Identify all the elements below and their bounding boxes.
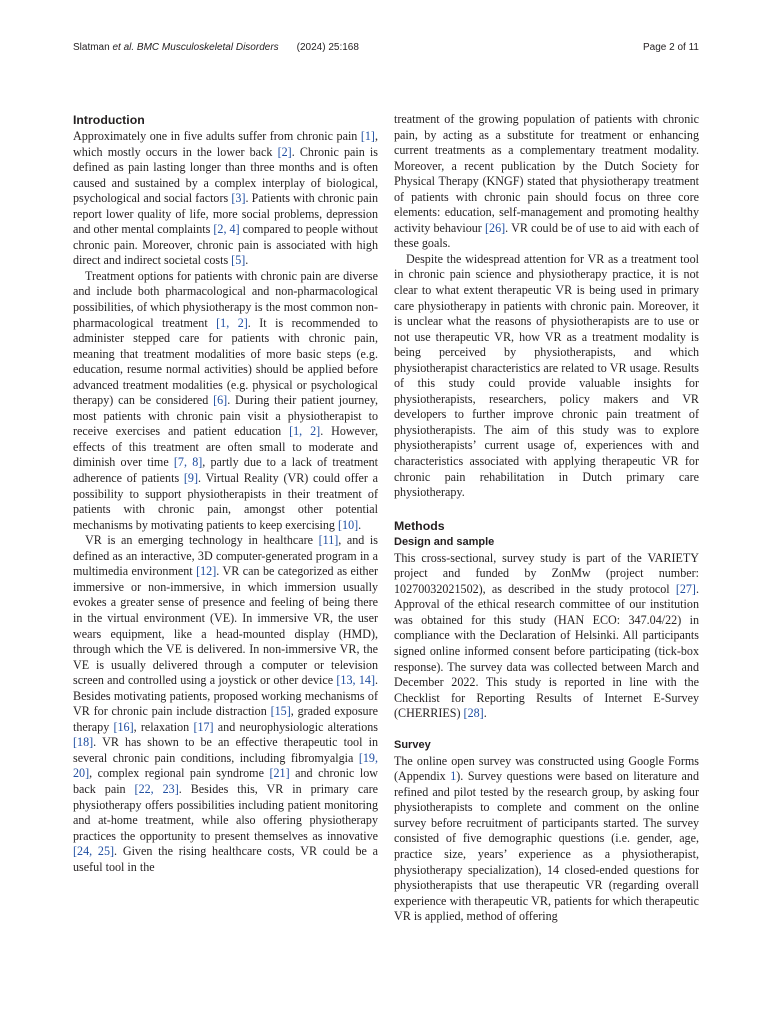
subsection-heading-survey: Survey [394, 738, 431, 751]
citation-link[interactable]: [11] [318, 533, 339, 548]
citation-link[interactable]: [19, 20] [73, 750, 378, 781]
paragraph: treatment of the growing population of patients with chronic pain, by acting as a substitute for treatment or enhancing current treatments as a complementary treatment modality. Moreover, a recent publication by the Dutch Society for Physical Therapy (KNGF) stated that physiotherapy treatment of patients with chronic pain should focus on three core elements: education, self-management and promoting healthy activity behaviour [26]. VR could be of use to aid with each of these goals. [394, 112, 699, 251]
header-et-al: et al. [112, 42, 135, 53]
citation-link[interactable]: [18] [73, 735, 94, 750]
citation-link[interactable]: [13, 14] [336, 673, 375, 688]
page-number: Page 2 of 11 [643, 42, 699, 53]
citation-link[interactable]: [26] [485, 220, 506, 235]
citation-link[interactable]: [7, 8] [173, 455, 203, 470]
citation-link[interactable]: [24, 25] [73, 844, 115, 859]
left-column [73, 112, 378, 875]
citation-link[interactable]: [22, 23] [134, 781, 179, 796]
citation-link[interactable]: [1, 2] [216, 315, 248, 330]
citation-link[interactable]: [10] [338, 517, 359, 532]
citation-link[interactable]: [1, 2] [289, 424, 321, 439]
citation-link[interactable]: [28] [463, 706, 484, 721]
paragraph: Despite the widespread attention for VR as a treatment tool in chronic pain science and physiotherapy practice, it is not clear to what extent therapeutic VR is being used in primary care physiotherapy in patients with chronic pain. Moreover, it is unclear what the reasons of physiotherapists are to use or not use therapeutic VR, how VR as a treatment modality is being perceived by physiotherapists, and which physiotherapist characteristics are related to VR usage. Results of this study could provide valuable insights for physiotherapists, researchers, policy makers and VR developers to further improve chronic pain treatment of physiotherapists. The aim of this study was to explore physiotherapists’ current usage of, experiences with and characteristics associated with applying therapeutic VR for chronic pain rehabilitation in Dutch primary care physiotherapy. [394, 251, 699, 500]
citation-link[interactable]: [9] [183, 471, 198, 486]
paragraph: This cross-sectional, survey study is part of the VARIETY project and funded by ZonMw (project number: 10270032021502), as described in the study protocol [27]. Approval of the ethical research committee of our institution was obtained for this study (HAN ECO: 347.04/22) in compliance with the Declaration of Helsinki. All participants signed online informed consent before participating (tick-box response). The survey data was collected between March and December 2022. This study is reported in line with the Checklist for Reporting Results of Internet E-Survey (CHERRIES) [28]. [394, 550, 699, 721]
header-authors: Slatman [73, 42, 113, 53]
paragraph: Treatment options for patients with chronic pain are diverse and include both pharmacological and non-pharmacological possibilities, of which physiotherapy is the most common non-pharmacological treatment [1, 2]. It is recommended to administer stepped care for patients with chronic pain, meaning that treatment modalities of more basic steps (e.g. education, resume normal activities) should be applied before advanced treatment modalities (e.g. physical or psychological therapy) can be considered [6]. During their patient journey, most patients with chronic pain visit a physiotherapist to receive exercises and patient education [1, 2]. However, effects of this treatment are often small to moderate and diminish over time [7, 8], partly due to a lack of treatment adherence of patients [9]. Virtual Reality (VR) could offer a possibility to support physiotherapists in their treatment of patients with chronic pain, amongst other potential mechanisms by motivating patients to keep exercising [10]. [73, 268, 378, 532]
citation-link[interactable]: [1] [360, 129, 375, 143]
citation-link[interactable]: [6] [213, 393, 228, 408]
citation-link[interactable]: [27] [675, 581, 696, 596]
citation-link[interactable]: [2] [277, 144, 292, 159]
right-column [394, 112, 699, 925]
citation-link[interactable]: [5] [231, 253, 246, 268]
citation-link[interactable]: [3] [231, 191, 246, 206]
paragraph: Approximately one in five adults suffer from chronic pain [1], which mostly occurs in the lower back [2]. Chronic pain is defined as pain lasting longer than three months and is often caused and sustained by a complex interplay of biological, psychological and social factors [3]. Patients with chronic pain report lower quality of life, more social problems, depression and other mental complaints [2, 4] compared to people without chronic pain. Moreover, chronic pain is associated with high direct and indirect societal costs [5]. [73, 129, 379, 268]
running-header [73, 42, 359, 53]
citation-link[interactable]: [2, 4] [213, 222, 240, 237]
citation-link[interactable]: [21] [269, 766, 290, 781]
citation-link[interactable]: [17] [193, 719, 214, 734]
paragraph: The online open survey was constructed using Google Forms (Appendix 1). Survey questions were based on literature and refined and pilot tested by the research group, by asking four physiotherapists to complete and comment on the online survey before recruitment of participants started. The survey consisted of five demographic questions (i.e. gender, age, practice size, years’ experience as a physiotherapist, physiotherapy specialization), 14 closed-ended questions for physiotherapists that use therapeutic VR (regarding overall experience with therapeutic VR, patients for which therapeutic VR is applied, method of offering [394, 753, 700, 924]
citation-link[interactable]: [12] [196, 564, 217, 579]
subsection-heading-design: Design and sample [394, 535, 495, 548]
header-journal: BMC Musculoskeletal Disorders [134, 42, 279, 53]
section-heading-methods: Methods [394, 518, 445, 533]
citation-link[interactable]: [15] [270, 704, 291, 719]
citation-link[interactable]: [16] [113, 719, 134, 734]
paragraph: VR is an emerging technology in healthcare [11], and is defined as an interactive, 3D computer-generated program in a multimedia environment [12]. VR can be categorized as either immersive or non-immersive, in which immersion usually evokes a greater sense of presence and feeling of being there in the virtual environment (VE). In immersive VR, the user wears equipment, like a head-mounted display (HMD), through which the VE is delivered. In non-immersive VR, the VE is usually delivered through a computer or television screen and controlled using a joystick or other device [13, 14]. Besides motivating patients, proposed working mechanisms of VR for chronic pain include distraction [15], graded exposure therapy [16], relaxation [17] and neurophysiologic alterations [18]. VR has shown to be an effective therapeutic tool in several chronic pain conditions, including fibromyalgia [19, 20], complex regional pain syndrome [21] and chronic low back pain [22, 23]. Besides this, VR in primary care physiotherapy offers possibilities including patient monitoring and at-home treatment, while also offering physiotherapy practices the opportunity to present themselves as innovative [24, 25]. Given the rising healthcare costs, VR could be a useful tool in the [73, 533, 379, 874]
appendix-link[interactable]: 1 [450, 769, 457, 784]
header-citation: (2024) 25:168 [296, 42, 359, 53]
section-heading-introduction: Introduction [73, 113, 145, 127]
